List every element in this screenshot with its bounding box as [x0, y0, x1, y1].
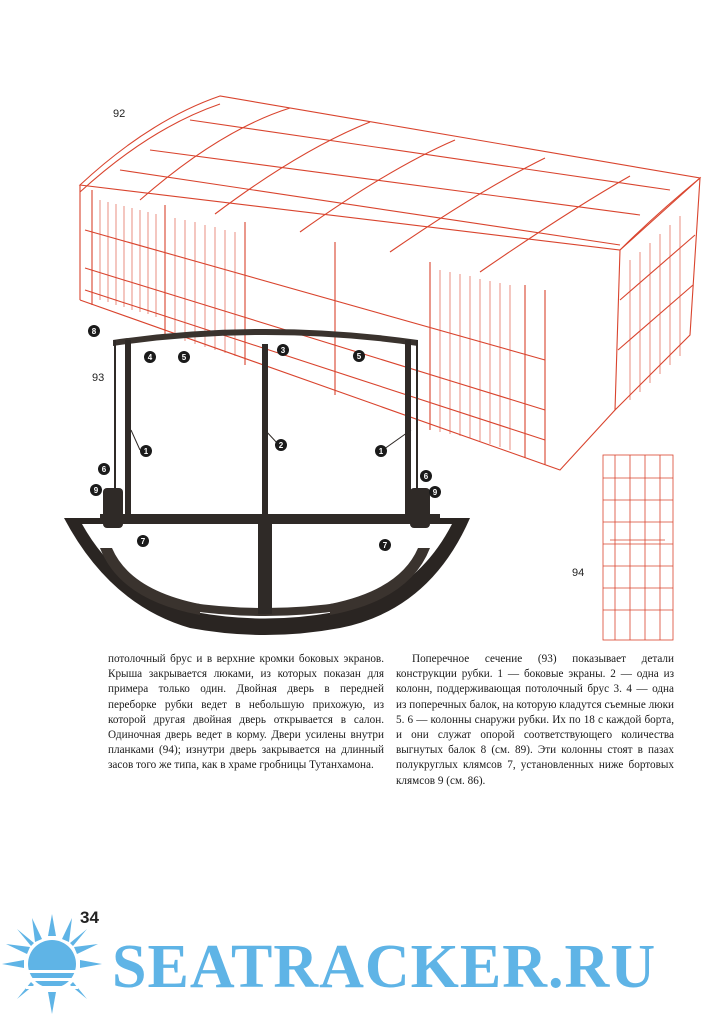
figure-92-label: 92	[113, 108, 126, 120]
svg-text:1: 1	[378, 447, 384, 456]
svg-text:9: 9	[432, 488, 438, 497]
callout-1-left	[140, 445, 152, 457]
figure-93-cross-section	[64, 329, 470, 635]
paragraph-left: потолочный брус и в верхние кромки боковых экранов. Крыша закрывается люками, из которых показан для примера только один. Двойная дверь в передней переборке рубки ведет в небольшую прихожую, из которой другая двойная дверь открывается в салон. Одиночная дверь ведет в корму. Двери усилены внутри планками (94); изнутри дверь закрывается на длинный засов того же типа, как в храме гробницы Тутанхамона.	[108, 653, 384, 772]
figure-94-door	[603, 455, 673, 640]
callout-9-left	[90, 484, 102, 496]
callout-6-right	[420, 470, 432, 482]
callout-1-right	[375, 445, 387, 457]
svg-text:6: 6	[423, 472, 429, 481]
svg-text:5: 5	[181, 353, 187, 362]
callout-5-right	[353, 350, 365, 362]
figure-93-label: 93	[92, 372, 105, 384]
svg-text:9: 9	[93, 486, 99, 495]
figure-94-label: 94	[572, 567, 585, 579]
svg-text:2: 2	[278, 441, 284, 450]
text-column-left	[108, 652, 384, 774]
svg-text:3: 3	[280, 346, 286, 355]
svg-text:4: 4	[147, 353, 153, 362]
text-column-right	[396, 652, 674, 789]
callout-8	[88, 325, 100, 337]
callout-7-left	[137, 535, 149, 547]
callout-9-right	[429, 486, 441, 498]
callout-7-right	[379, 539, 391, 551]
svg-text:8: 8	[91, 327, 97, 336]
paragraph-right: Поперечное сечение (93) показывает детали конструкции рубки. 1 — боковые экраны. 2 — одна из колонн, поддерживающая потолочный брус 3. 4 — одна из поперечных балок, на которую кладутся съемные люки 5. 6 — колонны снаружи рубки. Их по 18 с каждой борта, и они служат опорой соответствующего количества выгнутых балок 8 (см. 89). Эти колонны стоят в пазах полукруглых клямсов 7, установленных ниже бортовых клямсов 9 (см. 86).	[396, 653, 674, 787]
svg-text:7: 7	[382, 541, 388, 550]
page-number: 34	[80, 908, 99, 927]
svg-text:7: 7	[140, 537, 146, 546]
callout-2	[275, 439, 287, 451]
callout-3	[277, 344, 289, 356]
svg-text:1: 1	[143, 447, 149, 456]
callout-4	[144, 351, 156, 363]
svg-text:6: 6	[101, 465, 107, 474]
callout-5-left	[178, 351, 190, 363]
svg-text:5: 5	[356, 352, 362, 361]
watermark-text: SEATRACKER.RU	[112, 933, 657, 1001]
callout-6-left	[98, 463, 110, 475]
